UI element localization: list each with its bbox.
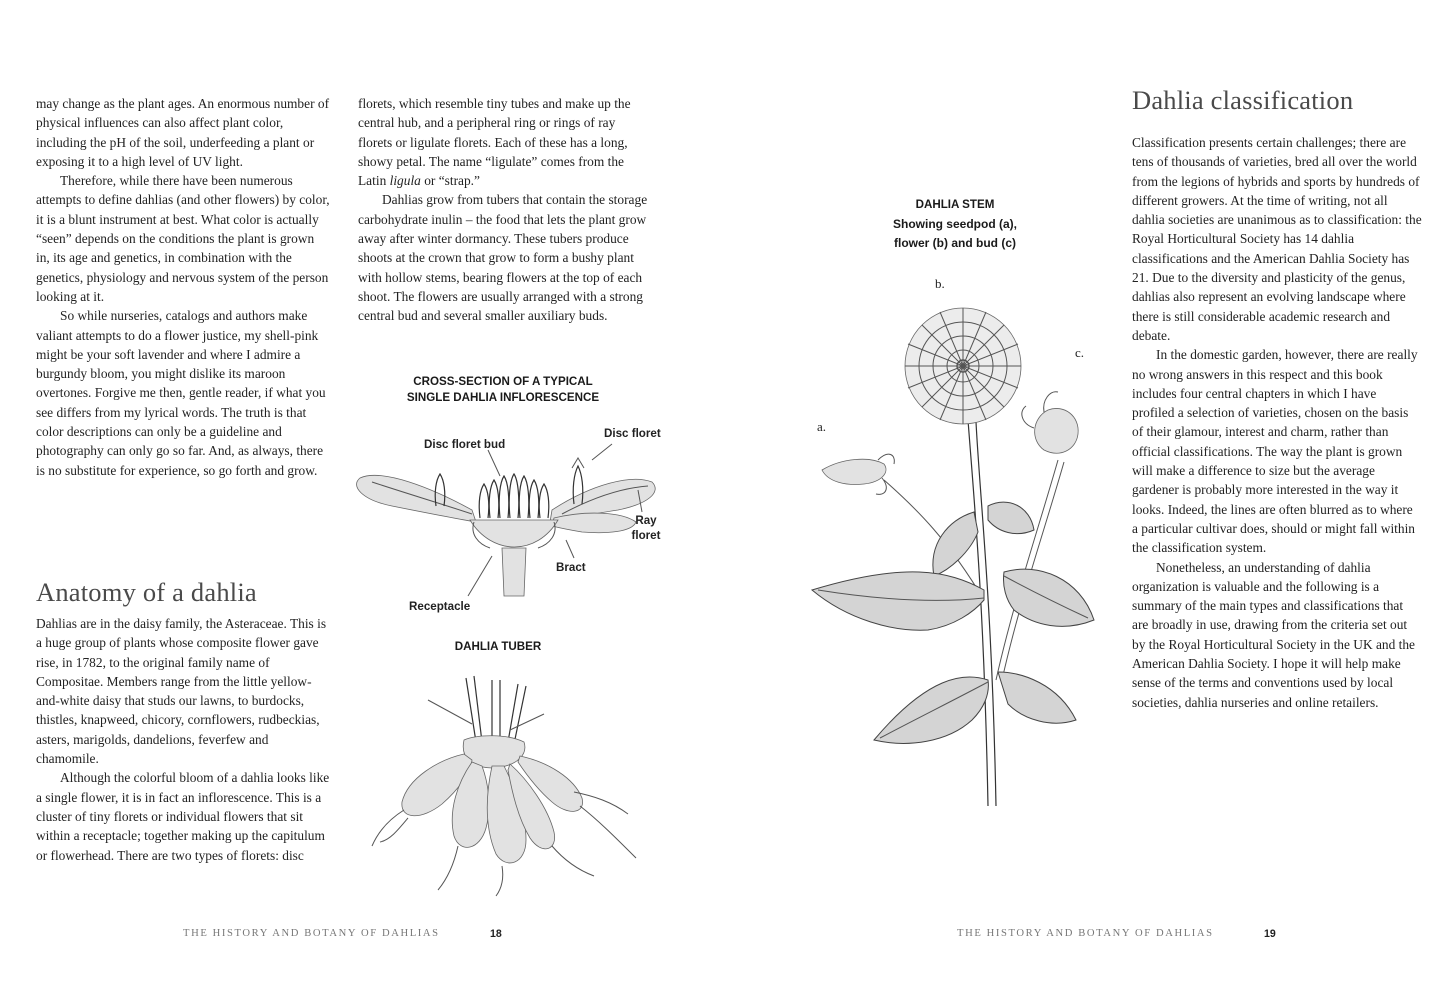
classification-heading: Dahlia classification — [1132, 85, 1354, 115]
paragraph: Dahlias grow from tubers that contain the storage carbohydrate inulin – the food that lets the plant grow away after winter dormancy. These tubers produce shoots at the crown that grow to form a bushy plant with hollow stems, bearing flowers at the top of each shoot. The flowers are usually arranged with a strong central bud and several smaller auxiliary buds. — [358, 192, 648, 324]
caption-line: CROSS-SECTION OF A TYPICAL — [413, 375, 593, 388]
cross-section-illustration — [352, 448, 672, 608]
text-run: florets, which resemble tiny tubes and make up the central hub, and a peripheral ring or rings of ray florets or ligulate florets. Each of these has a long, showy petal. The name “ligulate” comes from the Latin — [358, 96, 631, 189]
anatomy-text — [36, 614, 330, 865]
caption-line: DAHLIA STEM — [915, 198, 995, 211]
paragraph: may change as the plant ages. An enormous number of physical influences can also affect plant color, including the pH of the soil, underfeeding a plant or exposing it to a high level of UV light. — [36, 96, 330, 169]
caption-line: flower (b) and bud (c) — [894, 236, 1016, 250]
label-a: a. — [817, 419, 827, 434]
label-line: floret — [631, 529, 661, 542]
tuber-illustration — [368, 670, 640, 900]
label-disc-floret: Disc floret — [604, 427, 661, 440]
paragraph: In the domestic garden, however, there are really no wrong answers in this respect and this book includes four central chapters in which I have profiled a selection of varieties, chosen on the basis of their glamour, interest and charm, rather than official classifications. The way the plant is grown will make a difference to size but the average gardener is probably more interested in the way it looks. Indeed, the lines are often blurred as to where a particular cultivar does, should or might fall within the classification system. — [1132, 347, 1418, 556]
label-ray-floret — [626, 513, 666, 543]
paragraph: Classification presents certain challenges; there are tens of thousands of varieties, bred all over the world from the legions of hybrids and sports by hundreds of different growers. At the time of writing, not all dahlia societies are unanimous as to classification: the Royal Horticultural Society has 14 dahlia classifications and the American Dahlia Society has 21. Due to the diversity and plasticity of the genus, dahlias also represent an evolving landscape where there is still considerable academic research and debate. — [1132, 135, 1422, 343]
caption-line: Showing seedpod (a), — [892, 216, 1017, 231]
paragraph: Although the colorful bloom of a dahlia looks like a single flower, it is in fact an inflorescence. This is a cluster of tiny florets or individual flowers that sit within a receptacle; together making up the capitulum or flowerhead. There are two types of florets: disc — [36, 770, 330, 863]
tuber-caption: DAHLIA TUBER — [454, 640, 542, 653]
paragraph: Therefore, while there have been numerous attempts to define dahlias (and other flowers) by color, it is a blunt instrument at best. What color is actually “seen” depends on the conditions the plant is grown in, its age and genetics, in combination with the genetics, physiology and nervous system of the person looking at it. — [36, 173, 330, 304]
left-column-2 — [358, 94, 652, 326]
running-footer-left: THE HISTORY AND BOTANY OF DAHLIAS — [183, 928, 440, 939]
stem-caption — [872, 195, 1038, 254]
anatomy-heading: Anatomy of a dahlia — [36, 577, 257, 607]
text-run: or “strap.” — [420, 173, 480, 189]
cross-section-caption — [380, 374, 626, 406]
label-c: c. — [1075, 345, 1085, 360]
dahlia-stem-illustration — [808, 300, 1118, 820]
paragraph: Dahlias are in the daisy family, the Asteraceae. This is a huge group of plants whose composite flower gave rise, in 1782, to the original family name of Compositae. Members range from the little yellow-and-white daisy that studs our lawns, to burdocks, thistles, knapweed, chicory, cornflowers, rudbeckias, asters, marigolds, dandelions, feverfew and chamomile. — [36, 616, 327, 767]
paragraph: Nonetheless, an understanding of dahlia organization is valuable and the following is a summary of the main types and classifications that are broadly in use, drawing from the criteria set out by the Royal Horticultural Society in the UK and the American Dahlia Society. I hope it will help make sense of the terms and conventions used by local societies, dahlia nurseries and online retailers. — [1132, 559, 1416, 710]
page-number-right: 19 — [1264, 928, 1276, 940]
label-receptacle: Receptacle — [409, 600, 471, 613]
left-column-1 — [36, 94, 330, 480]
right-column — [1132, 133, 1422, 712]
page-number-left: 18 — [490, 928, 502, 940]
label-line: Ray — [635, 514, 657, 527]
italic-term: ligula — [389, 173, 421, 189]
paragraph — [358, 94, 652, 190]
label-b: b. — [935, 276, 945, 291]
running-footer-right: THE HISTORY AND BOTANY OF DAHLIAS — [957, 928, 1214, 939]
label-bract: Bract — [556, 561, 586, 574]
paragraph: So while nurseries, catalogs and authors make valiant attempts to do a flower justice, my shell-pink might be your soft lavender and where I admire a burgundy bloom, you might dislike its maroon overtones. Forgive me then, gentle reader, if what you see differs from my lyrical words. The truth is that color descriptions can only be a guideline and photography can only go so far. And, as always, there is no substitute for experience, so go forth and grow. — [36, 308, 326, 478]
label-disc-floret-bud: Disc floret bud — [424, 438, 506, 451]
caption-line: SINGLE DAHLIA INFLORESCENCE — [406, 391, 600, 404]
